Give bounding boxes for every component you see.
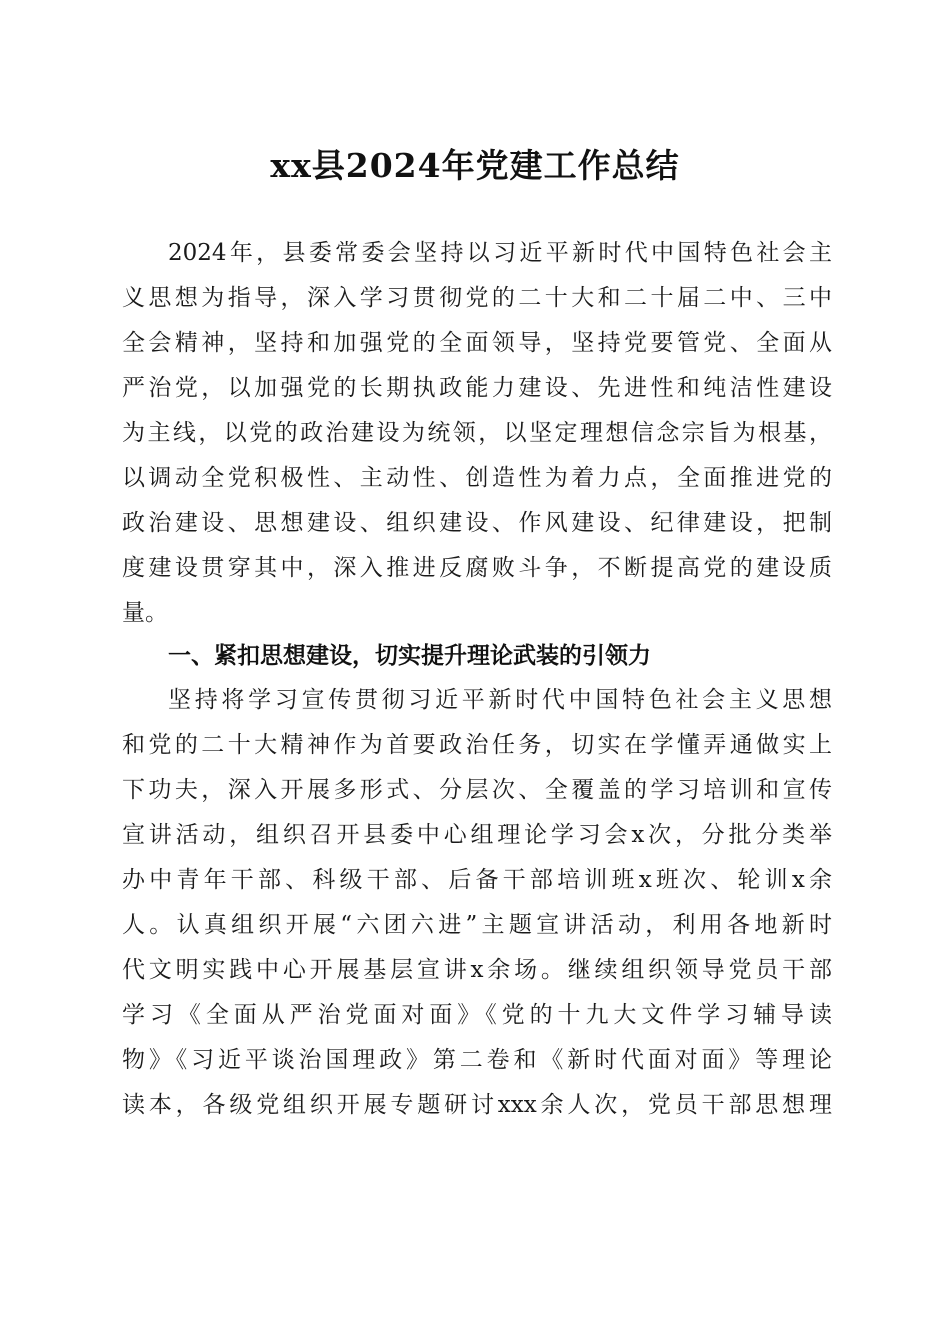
intro-line: 政治建设、思想建设、组织建设、作风建设、纪律建设，把制	[122, 510, 832, 536]
intro-line: 2024年，县委常委会坚持以习近平新时代中国特色社会主	[168, 240, 832, 266]
section-line: 代文明实践中心开展基层宣讲x余场。继续组织领导党员干部	[122, 957, 832, 983]
intro-line: 度建设贯穿其中，深入推进反腐败斗争，不断提高党的建设质	[122, 555, 832, 581]
section-line: 办中青年干部、科级干部、后备干部培训班x班次、轮训x余	[122, 867, 832, 893]
section-heading: 一、紧扣思想建设，切实提升理论武装的引领力	[168, 643, 651, 669]
document-title: xx县2024年党建工作总结	[270, 146, 680, 185]
intro-line: 量。	[122, 600, 168, 626]
section-line: 人。认真组织开展“六团六进”主题宣讲活动，利用各地新时	[122, 912, 832, 938]
section-line: 学习《全面从严治党面对面》《党的十九大文件学习辅导读	[122, 1002, 832, 1028]
section-line: 下功夫，深入开展多形式、分层次、全覆盖的学习培训和宣传	[122, 777, 832, 803]
section-line: 宣讲活动，组织召开县委中心组理论学习会x次，分批分类举	[122, 822, 832, 848]
section-line: 坚持将学习宣传贯彻习近平新时代中国特色社会主义思想	[168, 687, 832, 713]
intro-line: 为主线，以党的政治建设为统领，以坚定理想信念宗旨为根基，	[122, 420, 832, 446]
intro-line: 严治党，以加强党的长期执政能力建设、先进性和纯洁性建设	[122, 375, 832, 401]
intro-line: 以调动全党积极性、主动性、创造性为着力点，全面推进党的	[122, 465, 832, 491]
intro-line: 全会精神，坚持和加强党的全面领导，坚持党要管党、全面从	[122, 330, 832, 356]
section-line: 和党的二十大精神作为首要政治任务，切实在学懂弄通做实上	[122, 732, 832, 758]
section-line: 读本，各级党组织开展专题研讨xxx余人次，党员干部思想理	[122, 1092, 832, 1118]
section-line: 物》《习近平谈治国理政》第二卷和《新时代面对面》等理论	[122, 1047, 832, 1073]
intro-line: 义思想为指导，深入学习贯彻党的二十大和二十届二中、三中	[122, 285, 832, 311]
